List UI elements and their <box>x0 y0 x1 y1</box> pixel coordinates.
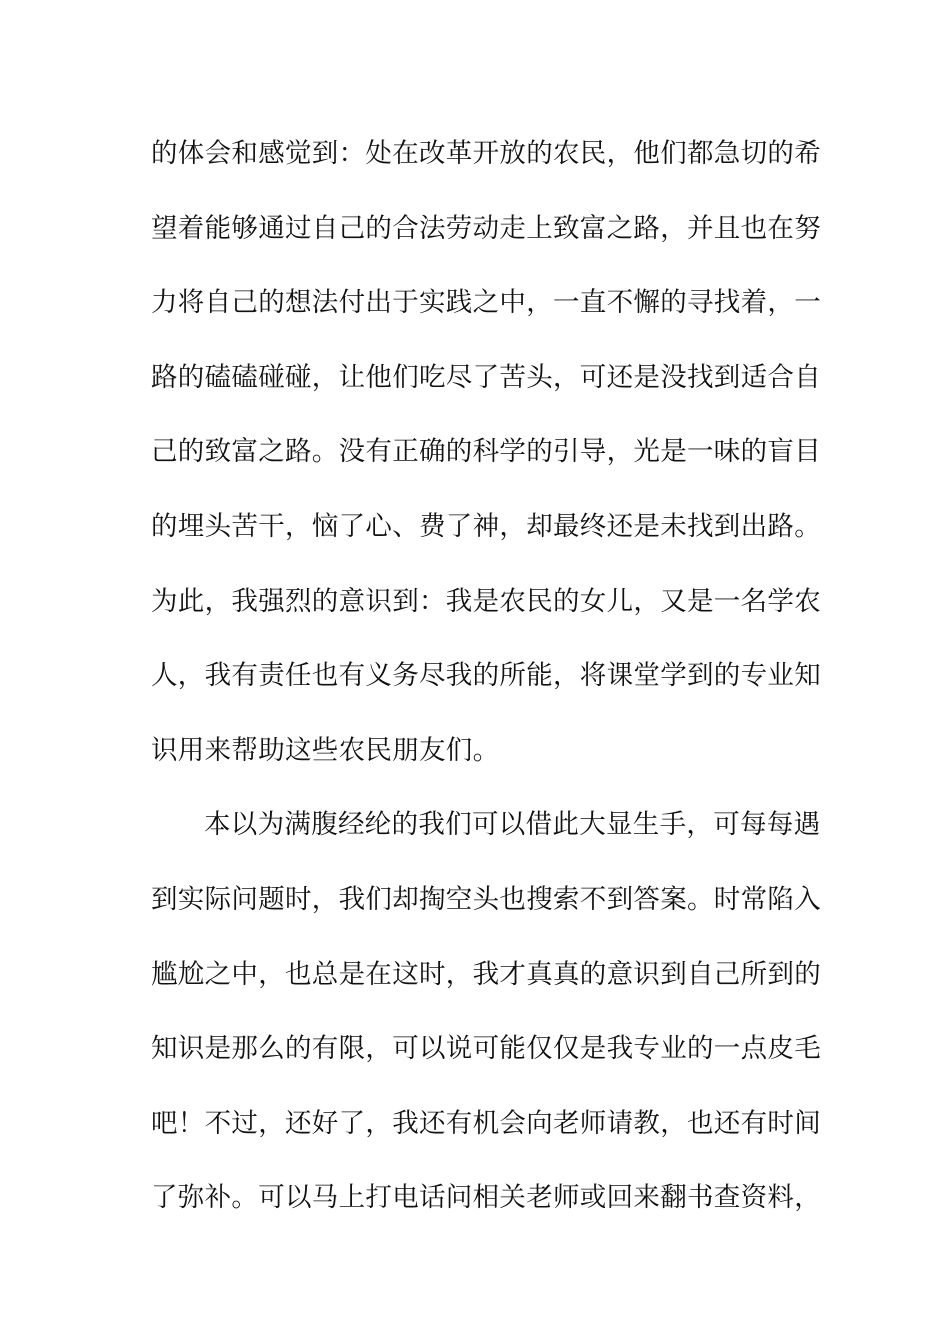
text-line: 了弥补。可以马上打电话问相关老师或回来翻书查资料， <box>151 1182 821 1214</box>
text-line: 路的磕磕碰碰，让他们吃尽了苦头，可还是没找到适合自 <box>151 361 821 393</box>
text-line: 识用来帮助这些农民朋友们。 <box>151 734 500 766</box>
text-line: 为此，我强烈的意识到：我是农民的女儿，又是一名学农 <box>151 585 821 617</box>
text-line: 望着能够通过自己的合法劳动走上致富之路，并且也在努 <box>151 212 821 244</box>
body-text <box>151 126 821 1245</box>
text-line: 到实际问题时，我们却掏空头也搜索不到答案。时常陷入 <box>151 883 821 915</box>
text-line: 尴尬之中，也总是在这时，我才真真的意识到自己所到的 <box>151 958 821 990</box>
text-line: 力将自己的想法付出于实践之中，一直不懈的寻找着，一 <box>151 287 821 319</box>
text-line: 己的致富之路。没有正确的科学的引导，光是一味的盲目 <box>151 436 821 468</box>
text-line: 的体会和感觉到：处在改革开放的农民，他们都急切的希 <box>151 138 821 169</box>
text-line: 知识是那么的有限，可以说可能仅仅是我专业的一点皮毛 <box>151 1033 821 1065</box>
text-line: 的埋头苦干，恼了心、费了神，却最终还是未找到出路。 <box>151 510 821 542</box>
text-line: 吧！不过，还好了，我还有机会向老师请教，也还有时间 <box>151 1107 821 1139</box>
text-line: 人，我有责任也有义务尽我的所能，将课堂学到的专业知 <box>151 660 821 692</box>
paragraph-start-line: 本以为满腹经纶的我们可以借此大显生手，可每每遇 <box>204 809 821 841</box>
